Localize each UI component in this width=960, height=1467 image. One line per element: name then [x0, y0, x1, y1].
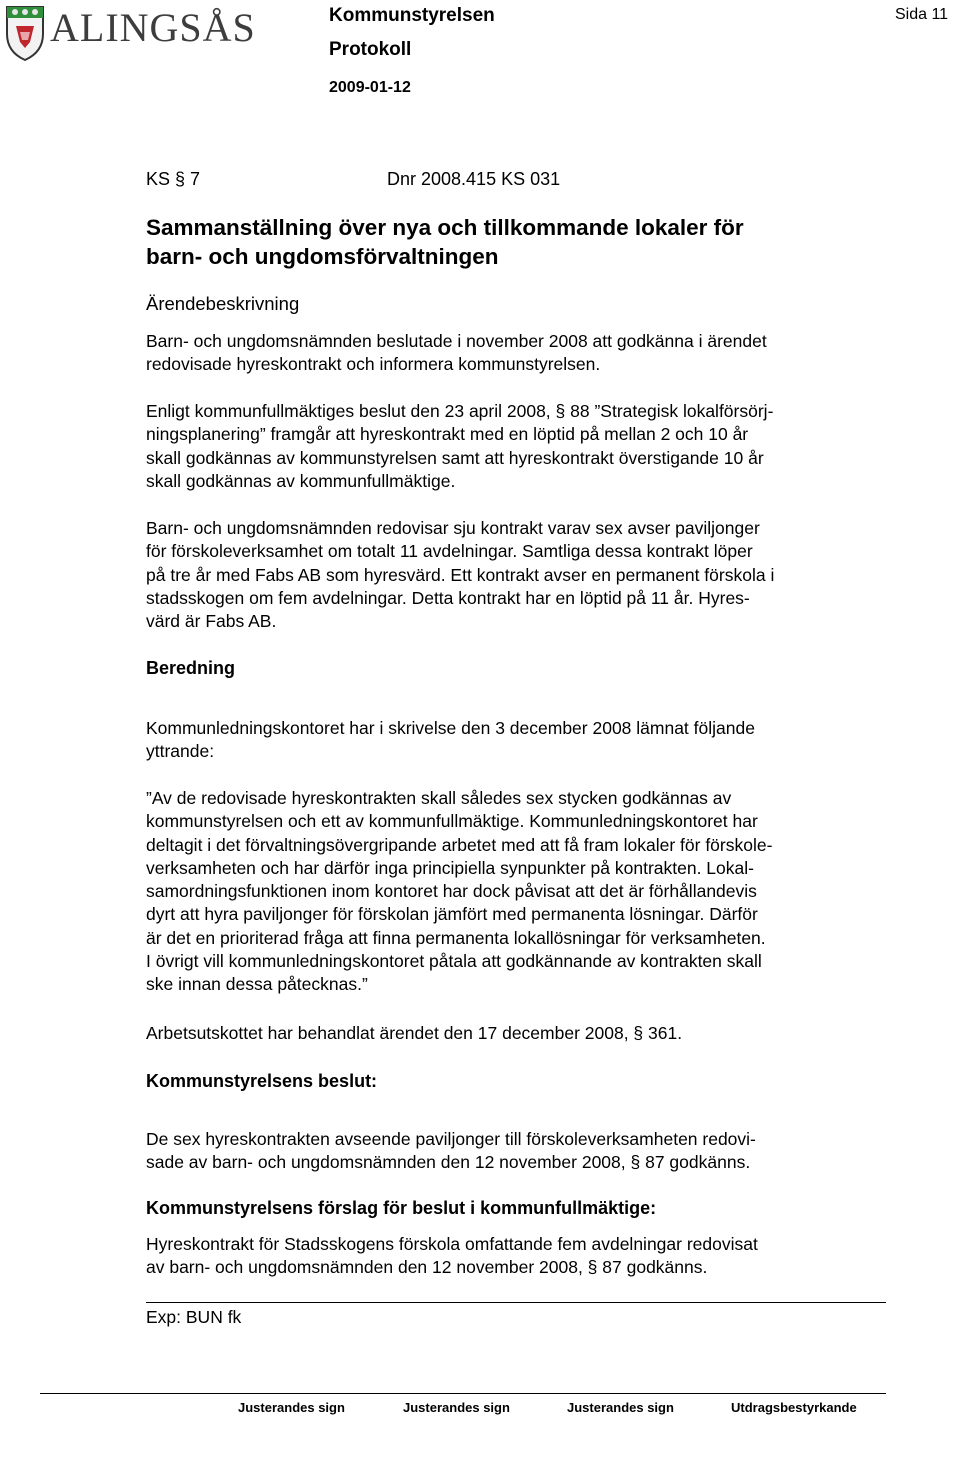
text-line: av barn- och ungdomsnämnden den 12 november 2008, § 87 godkänns.	[146, 1257, 708, 1278]
header-org: Kommunstyrelsen	[329, 5, 495, 26]
text-line: kommunstyrelsen och ett av kommunfullmäktige. Kommunledningskontoret har	[146, 811, 758, 832]
text-line: I övrigt vill kommunledningskontoret påtala att godkännande av kontrakten skall	[146, 951, 762, 972]
text-line: Barn- och ungdomsnämnden beslutade i november 2008 att godkänna i ärendet	[146, 331, 767, 351]
text-line: Enligt kommunfullmäktiges beslut den 23 april 2008, § 88 ”Strategisk lokalförsörj-	[146, 401, 774, 421]
text-line: ”Av de redovisade hyreskontrakten skall således sex stycken godkännas av	[146, 788, 732, 808]
section-heading-arendebeskrivning: Ärendebeskrivning	[146, 293, 300, 314]
section-heading-forslag: Kommunstyrelsens förslag för beslut i kommunfullmäktige:	[146, 1198, 657, 1218]
paragraph-4	[146, 717, 886, 764]
footer-sign-2: Justerandes sign	[403, 1400, 510, 1415]
text-line: Hyreskontrakt för Stadsskogens förskola omfattande fem avdelningar redovisat	[146, 1234, 758, 1254]
exp-divider	[146, 1302, 886, 1303]
text-line: dyrt att hyra paviljonger för förskolan jämfört med permanenta lösningar. Därför	[146, 904, 758, 925]
coat-of-arms-icon	[4, 4, 46, 62]
text-line: på tre år med Fabs AB som hyresvärd. Ett kontrakt avser en permanent förskola i	[146, 564, 775, 585]
text-line: för förskoleverksamhet om totalt 11 avdelningar. Samtliga dessa kontrakt löper	[146, 541, 753, 562]
section-heading-beslut: Kommunstyrelsens beslut:	[146, 1071, 378, 1091]
footer-divider	[40, 1393, 886, 1394]
text-line: sade av barn- och ungdomsnämnden den 12 november 2008, § 87 godkänns.	[146, 1152, 751, 1173]
header-date: 2009-01-12	[329, 79, 411, 96]
text-line: Kommunledningskontoret har i skrivelse den 3 december 2008 lämnat följande	[146, 718, 755, 738]
text-line: skall godkännas av kommunstyrelsen samt att hyreskontrakt överstigande 10 år	[146, 447, 764, 468]
text-line: stadsskogen om fem avdelningar. Detta kontrakt har en löptid på 11 år. Hyres-	[146, 587, 750, 608]
paragraph-8	[146, 1233, 886, 1280]
text-line: yttrande:	[146, 741, 215, 762]
footer-sign-1: Justerandes sign	[238, 1400, 345, 1415]
text-line: värd är Fabs AB.	[146, 611, 277, 632]
footer-extract: Utdragsbestyrkande	[731, 1400, 857, 1415]
page-number: Sida 11	[895, 6, 949, 23]
text-line: Barn- och ungdomsnämnden redovisar sju kontrakt varav sex avser paviljonger	[146, 518, 760, 538]
alingsas-logo	[2, 4, 262, 62]
paragraph-3	[146, 517, 906, 633]
section-heading-beredning: Beredning	[146, 658, 236, 678]
text-line: verksamheten och har därför inga principiella synpunkter på kontrakten. Lokal-	[146, 857, 754, 878]
paragraph-2	[146, 400, 886, 493]
text-line: är det en prioriterad fråga att finna permanenta lokallösningar för verksamheten.	[146, 927, 766, 948]
text-line: skall godkännas av kommunfullmäktige.	[146, 470, 456, 491]
case-dnr: Dnr 2008.415 KS 031	[387, 169, 561, 189]
logo-wordmark: ALINGSÅS	[50, 5, 256, 50]
paragraph-6: Arbetsutskottet har behandlat ärendet den 17 december 2008, § 361.	[146, 1023, 683, 1043]
footer-sign-3: Justerandes sign	[567, 1400, 674, 1415]
paragraph-7	[146, 1128, 886, 1175]
header-doc-type: Protokoll	[329, 39, 412, 60]
title-line-1: Sammanställning över nya och tillkommande lokaler för	[146, 215, 744, 240]
case-paragraph: KS § 7	[146, 169, 201, 189]
document-title	[146, 213, 744, 271]
paragraph-5-quote	[146, 787, 906, 997]
text-line: redovisade hyreskontrakt och informera kommunstyrelsen.	[146, 354, 601, 375]
text-line: deltagit i det förvaltningsövergripande arbetet med att få fram lokaler för förskole-	[146, 834, 773, 855]
title-line-2: barn- och ungdomsförvaltningen	[146, 244, 499, 269]
text-line: De sex hyreskontrakten avseende paviljonger till förskoleverksamheten redovi-	[146, 1129, 756, 1149]
text-line: ningsplanering” framgår att hyreskontrakt med en löptid på mellan 2 och 10 år	[146, 424, 749, 445]
text-line: ske innan dessa påtecknas.”	[146, 974, 368, 995]
text-line: samordningsfunktionen inom kontoret har dock påvisat att det är förhållandevis	[146, 881, 757, 902]
paragraph-1	[146, 330, 886, 377]
expedition-note: Exp: BUN fk	[146, 1307, 242, 1327]
